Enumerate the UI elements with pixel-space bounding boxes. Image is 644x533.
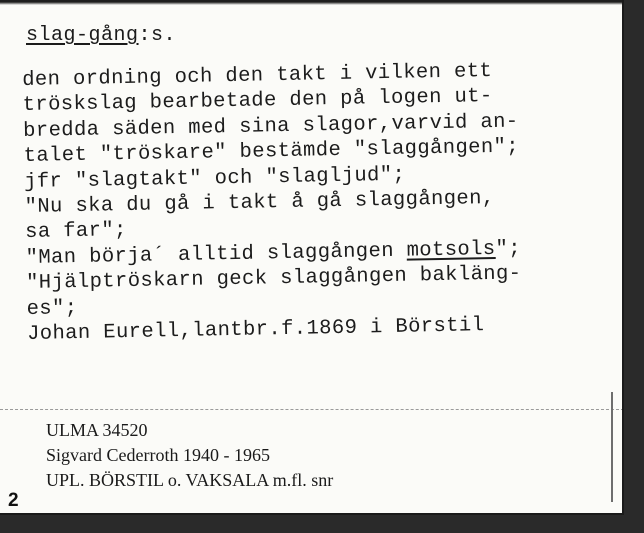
- text-line-8-start: "Man börja´ alltid slaggången: [25, 239, 407, 270]
- underlined-word: motsols: [406, 237, 496, 263]
- place: UPL. BÖRSTIL o. VAKSALA m.fl. snr: [46, 470, 334, 490]
- definition-text: [22, 57, 617, 348]
- text-line-5: jfr "slagtakt" och "slagljud";: [23, 163, 406, 194]
- text-line-6: "Nu ska du gå i takt å gå slaggången,: [24, 186, 495, 220]
- card-edge-line: [611, 392, 613, 502]
- collector: Sigvard Cederroth 1940 - 1965: [46, 445, 270, 465]
- text-line-2: tröskslag bearbetade den på logen ut-: [22, 85, 493, 118]
- card-footer: [46, 418, 333, 493]
- text-line-9: "Hjälptröskarn geck slaggången bakläng-: [25, 262, 522, 296]
- text-line-10: es";: [26, 296, 78, 321]
- archive-id: ULMA 34520: [46, 420, 148, 440]
- headword-term: slag-gång: [26, 24, 139, 47]
- text-line-8-end: ";: [495, 237, 522, 261]
- headword: [26, 24, 176, 47]
- text-line-4: talet "tröskare" bestämde "slaggången";: [23, 135, 520, 169]
- text-line-7: sa far";: [24, 219, 127, 245]
- section-divider: [0, 409, 624, 410]
- source-line: Johan Eurell,lantbr.f.1869 i Börstil: [26, 314, 485, 347]
- text-line-1: den ordning och den takt i vilken ett: [22, 59, 493, 92]
- card-number: 2: [8, 490, 19, 511]
- headword-suffix: :s.: [138, 24, 177, 47]
- text-line-3: bredda säden med sina slagor,varvid an-: [22, 110, 519, 143]
- card-top-edge: [0, 0, 622, 5]
